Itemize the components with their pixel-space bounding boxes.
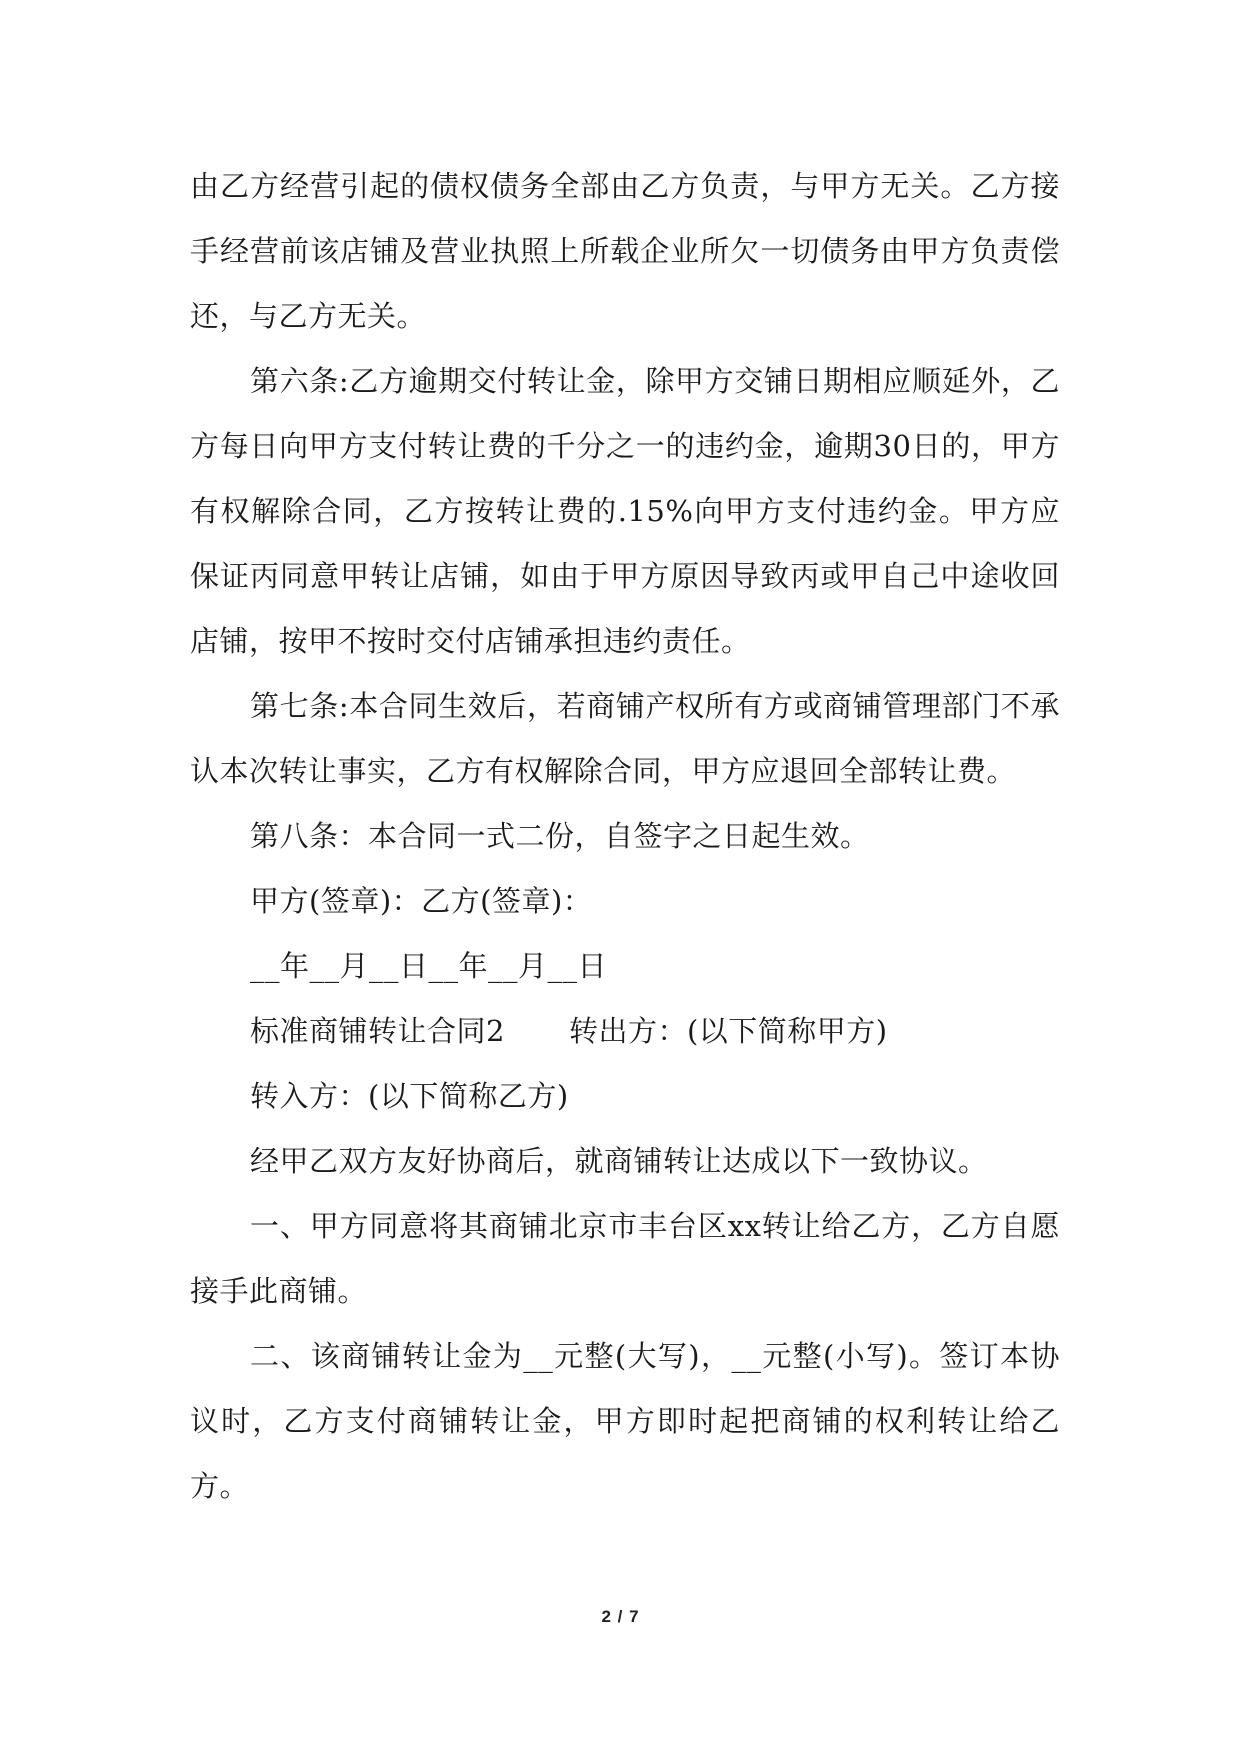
paragraph-article-7: 第七条:本合同生效后，若商铺产权所有方或商铺管理部门不承认本次转让事实，乙方有权解除合同，甲方应退回全部转让费。 [190, 689, 1060, 788]
transferor-line: 转出方：(以下简称甲方) [568, 1014, 888, 1048]
paragraph-debts: 由乙方经营引起的债权债务全部由乙方负责，与甲方无关。乙方接手经营前该店铺及营业执照上所载企业所欠一切债务由甲方负责偿还，与乙方无关。 [190, 169, 1060, 333]
page-number: 2 / 7 [601, 1607, 640, 1626]
paragraph-article-6: 第六条:乙方逾期交付转让金，除甲方交铺日期相应顺延外，乙方每日向甲方支付转让费的千分之一的违约金，逾期30日的，甲方有权解除合同，乙方按转让费的.15%向甲方支付违约金。甲方应保证丙同意甲转让店铺，如由于甲方原因导致丙或甲自己中途收回店铺，按甲不按时交付店铺承担违约责任。 [190, 364, 1060, 658]
paragraph-article-8: 第八条：本合同一式二份，自签字之日起生效。 [250, 819, 870, 853]
paragraph-agreement-intro: 经甲乙双方友好协商后，就商铺转让达成以下一致协议。 [250, 1144, 988, 1178]
transferee-line: 转入方：(以下简称乙方) [250, 1079, 569, 1113]
paragraph-clause-1: 一、甲方同意将其商铺北京市丰台区xx转让给乙方，乙方自愿接手此商铺。 [190, 1209, 1060, 1308]
contract-2-title: 标准商铺转让合同2 [250, 1014, 505, 1048]
contract-2-heading-line [190, 999, 1060, 1064]
document-body [190, 154, 1060, 1519]
date-line: __年__月__日__年__月__日 [250, 949, 608, 983]
paragraph-clause-2: 二、该商铺转让金为__元整(大写)，__元整(小写)。签订本协议时，乙方支付商铺转让金，甲方即时起把商铺的权利转让给乙方。 [190, 1339, 1060, 1503]
signature-line: 甲方(签章)：乙方(签章)： [250, 884, 593, 918]
